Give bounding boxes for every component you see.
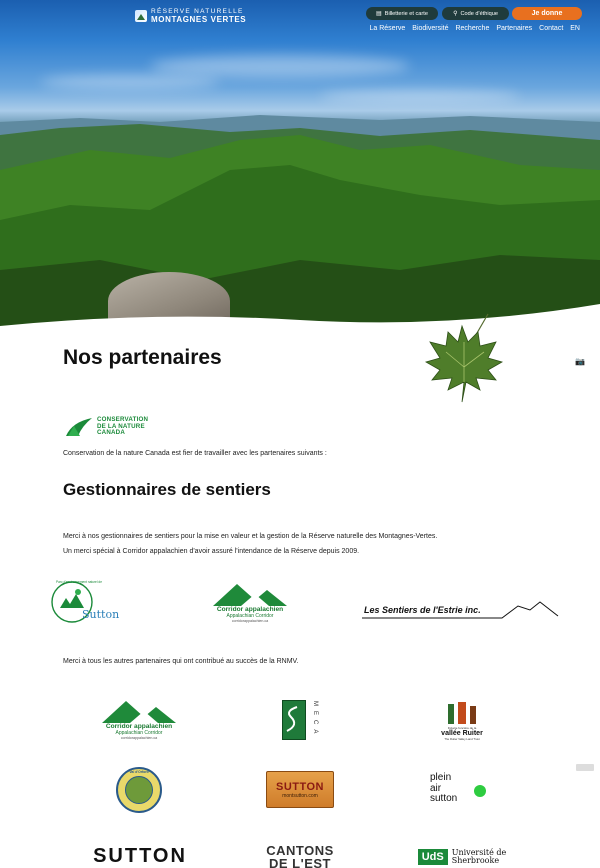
cnc-line2: DE LA NATURE: [97, 422, 145, 430]
nav-contact[interactable]: Contact: [539, 25, 564, 32]
nav-language-en[interactable]: EN: [570, 25, 580, 32]
ethics-label: Code d'éthique: [460, 10, 498, 17]
hiker-icon: ⚲: [453, 11, 458, 17]
donate-button[interactable]: [512, 7, 582, 20]
camera-icon[interactable]: 📷: [575, 357, 585, 366]
cantons-label: CANTONS: [266, 842, 334, 858]
site-logo[interactable]: [135, 9, 246, 24]
partner-seal[interactable]: [115, 766, 163, 814]
thanks-text-1: Merci à nos gestionnaires de sentiers pour la mise en valeur et la gestion de la Réserve naturelle des Montagnes-Vertes.: [63, 533, 438, 540]
pleinair-line2: air: [430, 782, 442, 794]
nav-recherche[interactable]: Recherche: [455, 25, 490, 32]
corridor2-label-2: Appalachian Corridor: [115, 730, 163, 736]
intro-text: Conservation de la nature Canada est fier de travailler avec les partenaires suivants :: [63, 450, 327, 457]
partner-sutton[interactable]: [82, 845, 198, 868]
nav-la-reserve[interactable]: La Réserve: [369, 25, 406, 32]
nav-biodiversite[interactable]: Biodiversité: [412, 25, 449, 32]
partner-corridor-appalachien-1[interactable]: [210, 580, 290, 625]
partner-sentiers-estrie[interactable]: [362, 600, 560, 620]
ruiter-trees-icon: [440, 700, 484, 726]
pleinair-line1: plein: [430, 772, 452, 784]
partner-plein-air-sutton[interactable]: [430, 768, 490, 810]
meca-emblem: [282, 700, 306, 740]
main-nav: [370, 25, 581, 32]
corridor-mountains-icon: [211, 582, 289, 606]
seal-label: Val d'Orford: [129, 770, 149, 774]
partner-cantons-de-lest[interactable]: [254, 842, 346, 868]
corridor-label-1: Corridor appalachien: [216, 606, 284, 613]
logo-line2: MONTAGNES VERTES: [151, 14, 247, 24]
cnc-line1: CONSERVATION: [97, 416, 149, 424]
meca-label: MECA: [312, 701, 318, 739]
corridor-url: corridorappalachien.ca: [231, 619, 269, 623]
corridor-label-2: Appalachian Corridor: [226, 613, 274, 619]
donate-label: Je donne: [531, 10, 563, 17]
nav-partenaires[interactable]: Partenaires: [496, 25, 533, 32]
pleinair-green-dot: [474, 785, 486, 797]
thanks-text-2: Un merci spécial à Corridor appalachien d'avoir assuré l'intendance de la Réserve depuis 2009.: [63, 548, 360, 555]
corridor-mountains-icon-2: [100, 699, 178, 723]
ruiter-en-label: The Ruiter Valley Land Trust: [444, 736, 480, 741]
uds-name-1: Université de: [451, 848, 507, 857]
page-title: Nos partenaires: [63, 346, 222, 369]
cnc-logo[interactable]: [64, 416, 148, 438]
thanks-others-text: Merci à tous les autres partenaires qui ont contribué au succès de la RNMV.: [63, 658, 299, 665]
partner-sutton-park[interactable]: [50, 578, 128, 628]
pleinair-line3: sutton: [430, 793, 458, 805]
ruiter-small-label: Fiducie foncière de la: [447, 725, 477, 730]
uds-logo: UdS: [418, 849, 448, 865]
estrie-label: Les Sentiers de l'Estrie inc.: [364, 605, 481, 615]
partner-universite-sherbrooke[interactable]: [410, 846, 514, 868]
partner-corridor-appalachien-2[interactable]: [99, 697, 179, 742]
ethics-button[interactable]: [442, 7, 509, 20]
tickets-button[interactable]: [366, 7, 438, 20]
map-icon: ▤: [376, 11, 382, 17]
partner-vallee-ruiter[interactable]: [432, 695, 492, 745]
sutton-big-label: SUTTON: [93, 845, 187, 867]
corridor2-label-1: Corridor appalachien: [105, 723, 173, 730]
cnc-line3: CANADA: [97, 429, 126, 437]
uds-name-2: Sherbrooke: [451, 856, 500, 865]
cantons-label-2: DE L'EST: [269, 855, 331, 868]
side-scroll-tab[interactable]: [576, 764, 594, 771]
partner-mont-sutton[interactable]: [266, 771, 334, 808]
corridor2-url: corridorappalachien.ca: [120, 736, 158, 740]
hero-image: [0, 0, 600, 335]
partner-meca[interactable]: [274, 698, 326, 742]
mountain-logo-icon: [135, 10, 147, 22]
ruiter-label: vallée Ruiter: [441, 729, 483, 737]
cnc-leaf-icon: [64, 416, 94, 438]
section-title: Gestionnaires de sentiers: [63, 480, 271, 499]
sutton-park-ring-text: Parc d'environnement naturel de: [56, 580, 102, 584]
maple-leaf-image: [418, 312, 508, 404]
tickets-label: Billetterie et carte: [384, 10, 428, 17]
mont-sutton-label: SUTTON: [275, 780, 325, 793]
logo-line1: RÉSERVE NATURELLE: [151, 8, 244, 15]
mont-sutton-url: montsutton.com: [282, 792, 318, 799]
sutton-park-label: Sutton: [82, 608, 120, 621]
